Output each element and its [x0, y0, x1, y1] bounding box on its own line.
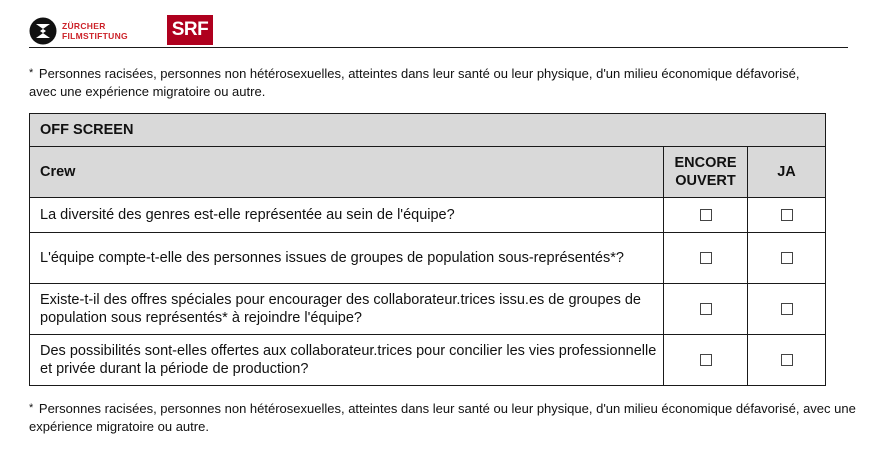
srf-logo: SRF [167, 15, 213, 45]
question-text: La diversité des genres est-elle représentée au sein de l'équipe? [30, 198, 664, 233]
footnote-text: Personnes racisées, personnes non hétérosexuelles, atteintes dans leur santé ou leur physique, d'un milieu économique défavorisé, avec une expérience migratoire ou autre. [29, 401, 856, 434]
page-header [0, 0, 873, 50]
checkbox-encore-ouvert[interactable] [664, 198, 748, 233]
footnote-star: * [29, 402, 34, 414]
column-header-crew: Crew [30, 147, 664, 198]
section-title: OFF SCREEN [30, 114, 826, 147]
table-row [30, 284, 826, 335]
zf-wordmark-line1: ZÜRCHER [62, 21, 106, 31]
table-row [30, 198, 826, 233]
question-text: Existe-t-il des offres spéciales pour encourager des collaborateur.trices issu.es de groupes de population sous représentés* à rejoindre l'équipe? [30, 284, 664, 335]
checkbox-ja[interactable] [748, 233, 826, 284]
zuercher-filmstiftung-wordmark [62, 22, 128, 41]
checkbox-ja[interactable] [748, 284, 826, 335]
column-header-encore-ouvert: ENCORE OUVERT [664, 147, 748, 198]
checkbox-encore-ouvert[interactable] [664, 233, 748, 284]
footnote-star: * [29, 67, 34, 79]
question-text: Des possibilités sont-elles offertes aux collaborateur.trices pour concilier les vies professionnelle et privée durant la période de production? [30, 335, 664, 386]
table-row [30, 335, 826, 386]
off-screen-checklist-table [29, 113, 826, 386]
footnote-bottom [29, 399, 859, 436]
table-row [30, 233, 826, 284]
footnote-text: Personnes racisées, personnes non hétérosexuelles, atteintes dans leur santé ou leur physique, d'un milieu économique défavorisé, avec une expérience migratoire ou autre. [29, 66, 800, 99]
question-text: L'équipe compte-t-elle des personnes issues de groupes de population sous-représentés*? [30, 233, 664, 284]
checkbox-ja[interactable] [748, 335, 826, 386]
checkbox-encore-ouvert[interactable] [664, 335, 748, 386]
checkbox-ja[interactable] [748, 198, 826, 233]
checkbox-encore-ouvert[interactable] [664, 284, 748, 335]
column-header-ja: JA [748, 147, 826, 198]
zuercher-filmstiftung-logo-icon [29, 17, 57, 45]
header-divider [29, 47, 848, 48]
footnote-top [29, 64, 829, 101]
zf-wordmark-line2: FILMSTIFTUNG [62, 30, 128, 41]
